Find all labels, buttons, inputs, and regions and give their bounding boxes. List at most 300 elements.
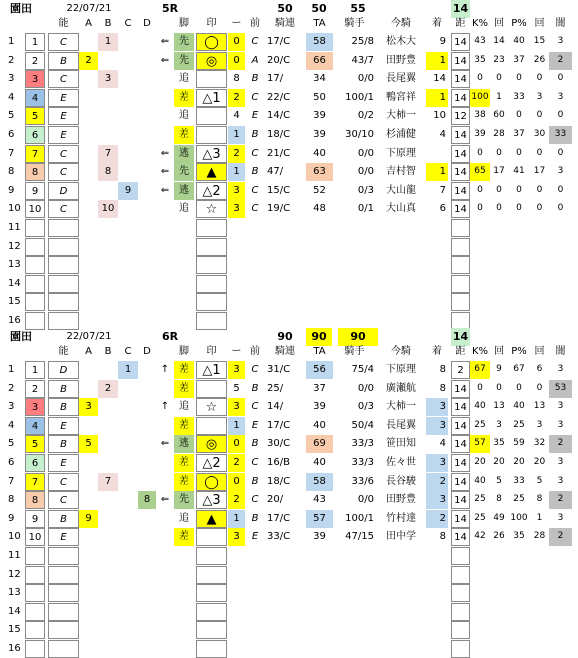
empty-cell xyxy=(196,312,227,330)
cell-dist: 14 xyxy=(451,491,470,509)
cell-kr2: 0 xyxy=(496,73,502,84)
cell-mark[interactable]: ☆ xyxy=(196,200,227,218)
cell-y: 3 xyxy=(557,91,564,102)
cell-ab: B xyxy=(48,398,79,416)
cell-jockey[interactable]: 下原理 xyxy=(386,364,416,375)
column-header-kr2: 回 xyxy=(494,18,504,29)
cell-jockey[interactable]: 田野豊 xyxy=(386,54,416,66)
cell-dist: 14 xyxy=(451,182,470,200)
cell-y: 3 xyxy=(557,364,564,374)
cell-d1: 0 xyxy=(228,52,245,70)
cell-arrow xyxy=(156,70,174,88)
cell-d1: 0 xyxy=(228,435,245,453)
cell-style: 差 xyxy=(174,89,194,107)
cell-pr: 0 xyxy=(536,147,543,158)
column-header-style: 脚 xyxy=(179,18,189,29)
cell-ch: 9 xyxy=(439,36,446,47)
cell-p: 0 xyxy=(516,147,522,158)
cell-jockey[interactable]: 田野豊 xyxy=(386,494,416,506)
track-name: 園田 xyxy=(10,330,32,343)
cell-dist: 14 xyxy=(451,163,470,181)
cell-k: 0 xyxy=(477,184,483,195)
cell-arrow: ⇐ xyxy=(160,494,170,506)
cell-d2: E xyxy=(251,531,259,543)
column-header-prev: 騎連 xyxy=(275,18,295,29)
cell-B: 3 xyxy=(98,70,118,88)
cell-style: 差 xyxy=(174,417,194,435)
cell-ab: C xyxy=(48,145,79,163)
cell-dist: 14 xyxy=(451,52,470,70)
cell-y: 3 xyxy=(557,36,564,46)
cell-prev: 14/ xyxy=(267,401,284,413)
empty-cell xyxy=(451,566,470,584)
cell-A: 2 xyxy=(79,52,98,70)
cell-d2: B xyxy=(251,512,259,524)
cell-w: 4 xyxy=(25,89,45,107)
empty-cell xyxy=(48,547,79,565)
cell-mark[interactable] xyxy=(196,380,227,398)
cell-arrow: ⇐ xyxy=(160,438,170,450)
cell-p: 0 xyxy=(516,184,522,195)
cell-w: 2 xyxy=(25,52,45,70)
cell-k: 25 xyxy=(474,419,486,430)
empty-cell xyxy=(196,293,227,311)
cell-jockey[interactable]: 大山真 xyxy=(386,203,416,215)
cell-style: 逃 xyxy=(174,145,194,163)
cell-n: 10 xyxy=(8,203,21,215)
cell-w: 7 xyxy=(25,145,45,163)
cell-style: 追 xyxy=(179,512,189,524)
cell-ch: 3 xyxy=(426,398,448,416)
cell-jockey[interactable]: 大柿一 xyxy=(386,401,416,413)
cell-ta: 69 xyxy=(306,435,333,453)
cell-arrow: ⇐ xyxy=(160,36,170,47)
cell-A xyxy=(79,163,98,181)
cell-ta: 39 xyxy=(313,401,326,413)
empty-cell xyxy=(196,621,227,639)
empty-cell xyxy=(196,566,227,584)
cell-ta: 40 xyxy=(313,147,326,159)
row-number: 11 xyxy=(8,550,21,561)
cell-pr: 13 xyxy=(533,401,546,412)
cell-w: 2 xyxy=(25,380,45,398)
column-header-pr: 回 xyxy=(534,346,545,357)
cell-dist: 14 xyxy=(451,435,470,453)
cell-mark[interactable]: ◯ xyxy=(196,33,227,51)
cell-p: 0 xyxy=(516,382,522,393)
cell-jockey[interactable]: 長尾翼 xyxy=(386,73,416,85)
cell-jockey[interactable]: 大山龍 xyxy=(386,184,416,196)
cell-dist: 14 xyxy=(451,380,470,398)
cell-D xyxy=(138,528,156,546)
column-header-C: C xyxy=(124,346,132,357)
cell-A xyxy=(79,145,98,163)
cell-pr: 8 xyxy=(536,494,543,505)
row-number: 14 xyxy=(8,605,21,617)
cell-mark[interactable]: ▲ xyxy=(196,510,227,528)
empty-cell xyxy=(196,603,227,621)
empty-cell xyxy=(25,238,45,256)
cell-style: 先 xyxy=(174,33,194,51)
cell-n: 8 xyxy=(8,166,15,178)
cell-d2: B xyxy=(251,166,259,178)
column-header-ta: TA xyxy=(313,346,326,357)
cell-jockey[interactable]: 廣瀬航 xyxy=(386,382,416,394)
cell-ta: 56 xyxy=(306,361,333,379)
cell-ta: 50 xyxy=(313,91,326,103)
cell-kr: 33/3 xyxy=(351,457,374,468)
cell-pr: 0 xyxy=(536,382,543,393)
cell-d2: E xyxy=(251,110,259,122)
column-header-B: B xyxy=(104,18,112,29)
cell-C xyxy=(118,163,138,181)
cell-ab: E xyxy=(48,417,79,435)
cell-kr2: 49 xyxy=(493,512,505,523)
cell-prev: 47/ xyxy=(267,166,284,178)
cell-kr: 100/1 xyxy=(345,512,374,524)
cell-n: 1 xyxy=(8,364,15,375)
column-header-A: A xyxy=(85,346,92,357)
cell-ab: B xyxy=(48,435,79,453)
cell-pr: 32 xyxy=(533,438,546,449)
cell-arrow: ⇐ xyxy=(160,166,170,178)
cell-jockey[interactable]: 佐々世 xyxy=(386,457,416,468)
cell-y: 0 xyxy=(557,110,564,121)
cell-d1: 0 xyxy=(228,33,245,51)
cell-C xyxy=(118,454,138,472)
column-header-style: 脚 xyxy=(179,346,189,357)
cell-mark[interactable] xyxy=(196,107,227,125)
cell-ch: 14 xyxy=(433,73,446,85)
cell-d1: 3 xyxy=(228,398,245,416)
cell-mark[interactable]: △1 xyxy=(196,361,227,379)
cell-kr2: 60 xyxy=(493,110,505,121)
column-header-n xyxy=(6,343,25,361)
cell-d2: B xyxy=(251,438,259,450)
cell-mark[interactable]: △1 xyxy=(196,89,227,107)
cell-D: 8 xyxy=(138,491,156,509)
column-header-d2: 前 xyxy=(250,18,260,29)
empty-cell xyxy=(451,547,470,565)
cell-ab: C xyxy=(48,491,79,509)
column-header-jockey: 今騎 xyxy=(391,18,411,29)
cell-y: 53 xyxy=(549,380,572,398)
cell-C xyxy=(118,380,138,398)
cell-w: 9 xyxy=(25,182,45,200)
column-header-kr: 騎手 xyxy=(344,18,365,29)
cell-ta: 52 xyxy=(313,184,326,196)
cell-C xyxy=(118,528,138,546)
row-number: 13 xyxy=(8,259,21,271)
cell-dist: 14 xyxy=(451,89,470,107)
cell-arrow: ⇐ xyxy=(160,184,170,196)
cell-d2: B xyxy=(251,382,259,394)
cell-B xyxy=(98,510,118,528)
empty-cell xyxy=(48,275,79,293)
cell-jockey[interactable]: 長谷駿 xyxy=(386,475,416,487)
cell-C xyxy=(118,126,138,144)
cell-D xyxy=(138,107,156,125)
cell-p: 37 xyxy=(513,129,525,139)
cell-d1: 3 xyxy=(228,182,245,200)
cell-ch: 2 xyxy=(426,473,448,491)
column-header-w xyxy=(25,15,45,33)
cell-w: 7 xyxy=(25,473,45,491)
cell-D xyxy=(138,200,156,218)
cell-kr: 75/4 xyxy=(351,364,374,375)
cell-k: 43 xyxy=(474,36,486,46)
empty-cell xyxy=(48,640,79,658)
cell-prev: 17/C xyxy=(267,419,291,431)
column-header-k: K% xyxy=(471,18,489,29)
cell-y: 3 xyxy=(557,512,564,523)
cell-ch: 3 xyxy=(426,491,448,509)
empty-cell xyxy=(451,603,470,621)
cell-ab: B xyxy=(48,52,79,70)
cell-kr2: 20 xyxy=(493,457,505,467)
cell-ta: 66 xyxy=(306,52,333,70)
cell-kr2: 28 xyxy=(493,129,505,139)
cell-mark[interactable]: △3 xyxy=(196,491,227,509)
cell-D xyxy=(138,361,156,379)
cell-w: 3 xyxy=(25,398,45,416)
cell-D xyxy=(138,52,156,70)
cell-ta: 58 xyxy=(306,473,333,491)
cell-k: 0 xyxy=(477,73,483,84)
cell-y: 0 xyxy=(557,203,564,214)
empty-cell xyxy=(48,603,79,621)
cell-jockey[interactable]: 大柿一 xyxy=(386,110,416,122)
column-header-A: A xyxy=(85,18,92,29)
cell-mark[interactable]: △2 xyxy=(196,182,227,200)
cell-d1: 3 xyxy=(228,361,245,379)
cell-mark[interactable]: ◯ xyxy=(196,473,227,491)
cell-C xyxy=(118,145,138,163)
cell-ta: 39 xyxy=(313,110,326,122)
cell-d1: 3 xyxy=(228,200,245,218)
column-header-kr: 騎手 xyxy=(344,346,365,357)
cell-kr2: 26 xyxy=(493,531,505,542)
cell-d2: C xyxy=(251,364,259,375)
empty-cell xyxy=(48,256,79,274)
cell-n: 2 xyxy=(8,54,15,66)
cell-jockey[interactable]: 吉村智 xyxy=(386,166,416,178)
cell-mark[interactable]: ▲ xyxy=(196,163,227,181)
cell-kr2: 13 xyxy=(493,401,505,412)
empty-cell xyxy=(451,219,470,237)
cell-mark[interactable] xyxy=(196,70,227,88)
empty-cell xyxy=(451,640,470,658)
cell-w: 10 xyxy=(25,200,45,218)
empty-cell xyxy=(451,238,470,256)
cell-dist: 14 xyxy=(451,70,470,88)
cell-n: 10 xyxy=(8,531,21,543)
cell-prev: 17/C xyxy=(267,36,291,47)
cell-y: 2 xyxy=(549,52,572,70)
cell-kr2: 14 xyxy=(493,36,505,46)
cell-ab: D xyxy=(48,361,79,379)
column-header-pr: 回 xyxy=(534,18,545,29)
cell-B xyxy=(98,435,118,453)
cell-mark[interactable] xyxy=(196,126,227,144)
row-number: 13 xyxy=(8,587,21,599)
empty-cell xyxy=(196,256,227,274)
column-header-y: 闇 xyxy=(555,346,566,357)
cell-w: 5 xyxy=(25,107,45,125)
cell-arrow: ↑ xyxy=(160,401,170,413)
column-header-n xyxy=(6,15,25,33)
cell-C xyxy=(118,200,138,218)
header-value-1: 50 xyxy=(277,2,293,15)
cell-d1: 1 xyxy=(228,417,245,435)
cell-arrow xyxy=(156,510,174,528)
race-number: 5R xyxy=(161,2,179,15)
cell-w: 8 xyxy=(25,163,45,181)
cell-B xyxy=(98,126,118,144)
cell-y: 0 xyxy=(557,73,564,84)
cell-arrow xyxy=(156,126,174,144)
cell-B: 10 xyxy=(98,200,118,218)
cell-mark[interactable] xyxy=(196,417,227,435)
cell-jockey[interactable]: 松木大 xyxy=(386,36,416,47)
header-value-2: 50 xyxy=(311,2,327,15)
cell-dist: 14 xyxy=(451,200,470,218)
cell-mark[interactable]: ☆ xyxy=(196,398,227,416)
cell-kr: 0/0 xyxy=(357,382,374,394)
column-header-ab: 能 xyxy=(58,18,69,29)
column-header-C: C xyxy=(124,18,132,29)
cell-ab: C xyxy=(48,473,79,491)
cell-d2: C xyxy=(251,184,259,196)
cell-B xyxy=(98,89,118,107)
cell-jockey[interactable]: 下原理 xyxy=(386,147,416,159)
column-header-B: B xyxy=(104,346,112,357)
empty-cell xyxy=(48,621,79,639)
cell-pr: 30 xyxy=(533,129,546,139)
cell-n: 9 xyxy=(8,512,15,524)
cell-k: 40 xyxy=(474,401,486,412)
cell-p: 25 xyxy=(513,419,525,430)
empty-cell xyxy=(196,275,227,293)
empty-cell xyxy=(48,219,79,237)
cell-dist: 14 xyxy=(451,398,470,416)
race-date: 22/07/21 xyxy=(66,331,112,342)
cell-ab: B xyxy=(48,380,79,398)
cell-w: 9 xyxy=(25,510,45,528)
cell-p: 33 xyxy=(513,475,525,486)
cell-D xyxy=(138,182,156,200)
cell-ch: 8 xyxy=(439,531,446,543)
cell-d2: C xyxy=(251,36,259,47)
cell-ab: E xyxy=(48,89,79,107)
empty-cell xyxy=(451,293,470,311)
cell-kr: 43/7 xyxy=(351,54,374,66)
cell-k: 67 xyxy=(470,361,490,379)
cell-ch: 10 xyxy=(433,110,446,122)
cell-mark[interactable]: △3 xyxy=(196,145,227,163)
cell-mark[interactable]: ◎ xyxy=(196,52,227,70)
cell-p: 0 xyxy=(516,203,522,214)
cell-arrow xyxy=(156,107,174,125)
cell-ch: 7 xyxy=(439,184,446,196)
cell-mark[interactable] xyxy=(196,528,227,546)
cell-y: 3 xyxy=(557,419,564,430)
cell-arrow: ⇐ xyxy=(160,54,170,66)
cell-jockey[interactable]: 田中学 xyxy=(386,531,416,543)
cell-kr: 100/1 xyxy=(345,91,374,103)
cell-n: 2 xyxy=(8,382,15,394)
cell-dist: 14 xyxy=(451,510,470,528)
cell-jockey[interactable]: 杉浦健 xyxy=(386,129,416,140)
cell-D xyxy=(138,33,156,51)
cell-A xyxy=(79,417,98,435)
cell-ta: 34 xyxy=(313,73,326,85)
cell-B xyxy=(98,182,118,200)
cell-arrow xyxy=(156,380,174,398)
cell-n: 9 xyxy=(8,184,15,196)
cell-d1: 1 xyxy=(228,126,245,144)
cell-mark[interactable]: ◎ xyxy=(196,435,227,453)
cell-mark[interactable]: △2 xyxy=(196,454,227,472)
cell-B xyxy=(98,361,118,379)
cell-ch: 4 xyxy=(439,438,446,450)
empty-cell xyxy=(451,256,470,274)
cell-B xyxy=(98,454,118,472)
cell-d2: A xyxy=(251,54,259,66)
cell-d2: C xyxy=(251,401,259,413)
cell-d2: C xyxy=(251,203,259,215)
cell-kr: 0/0 xyxy=(357,166,374,178)
cell-n: 3 xyxy=(8,401,15,413)
column-header-D: D xyxy=(143,18,151,29)
cell-A: 9 xyxy=(79,510,98,528)
cell-k: 65 xyxy=(470,163,490,181)
column-header-arrow xyxy=(156,15,174,33)
cell-kr: 47/15 xyxy=(345,531,374,543)
cell-jockey[interactable]: 鴨宮祥 xyxy=(386,91,416,103)
cell-n: 6 xyxy=(8,129,15,140)
cell-dist: 14 xyxy=(451,454,470,472)
cell-A xyxy=(79,454,98,472)
cell-C xyxy=(118,473,138,491)
cell-kr: 25/8 xyxy=(351,36,374,47)
cell-jockey[interactable]: 竹村達 xyxy=(386,512,416,524)
cell-p: 0 xyxy=(516,110,522,121)
cell-style: 追 xyxy=(179,110,189,122)
cell-kr2: 23 xyxy=(493,54,505,65)
cell-d1: 2 xyxy=(228,454,245,472)
column-header-y: 闇 xyxy=(555,18,566,29)
cell-D xyxy=(138,473,156,491)
empty-cell xyxy=(25,219,45,237)
cell-kr: 33/6 xyxy=(351,475,374,487)
cell-B: 7 xyxy=(98,473,118,491)
row-number: 16 xyxy=(8,315,21,326)
cell-pr: 17 xyxy=(533,166,546,177)
cell-pr: 6 xyxy=(536,364,543,374)
cell-kr2: 0 xyxy=(496,147,502,158)
cell-k: 42 xyxy=(474,531,486,542)
column-header-ch: 着 xyxy=(432,346,442,357)
cell-C xyxy=(118,417,138,435)
cell-pr: 3 xyxy=(536,91,543,102)
header-value-3: 90 xyxy=(338,328,378,346)
cell-jockey[interactable]: 笹田知 xyxy=(386,438,416,450)
cell-ab: C xyxy=(48,200,79,218)
cell-jockey[interactable]: 長尾翼 xyxy=(386,419,416,431)
cell-A xyxy=(79,361,98,379)
cell-style: 差 xyxy=(174,528,194,546)
